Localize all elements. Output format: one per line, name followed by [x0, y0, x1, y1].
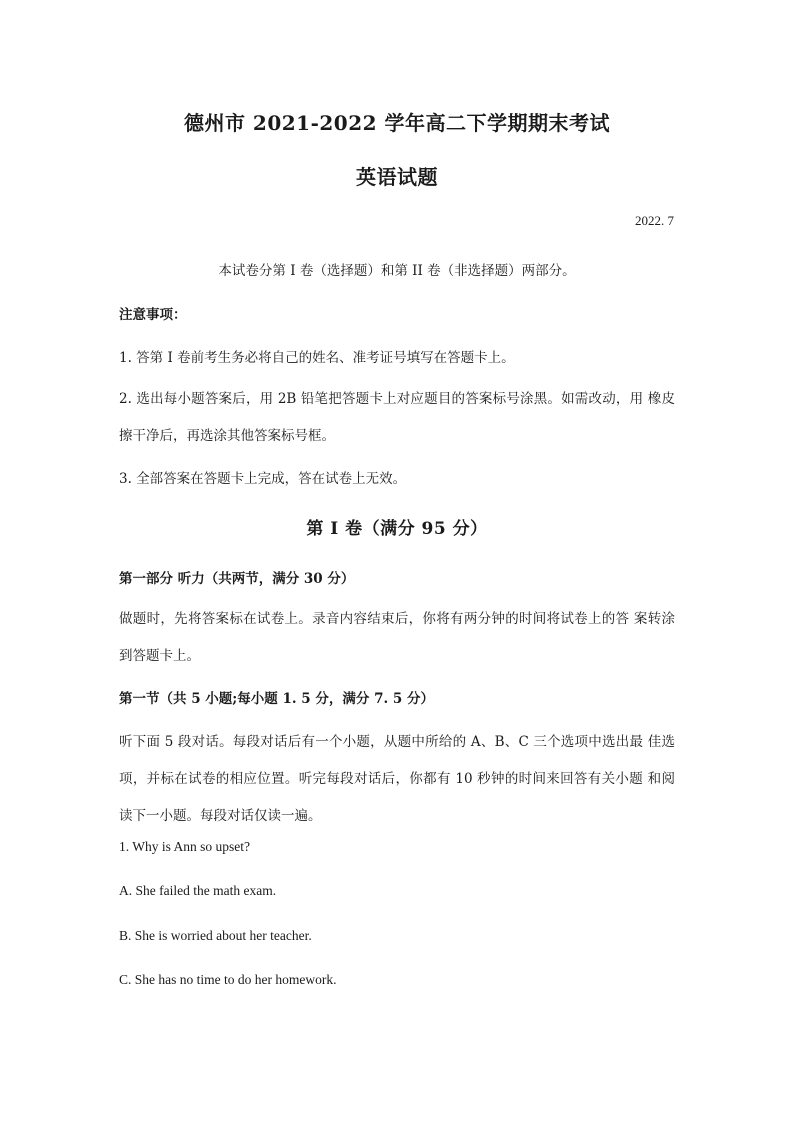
exam-subtitle: 英语试题	[356, 165, 438, 189]
question1-stem: 1. Why is Ann so upset?	[119, 839, 250, 854]
exam-date: 2022. 7	[635, 213, 674, 228]
exam-intro: 本试卷分第 I 卷（选择题）和第 II 卷（非选择题）两部分。	[218, 263, 576, 279]
part1-heading: 第一部分 听力（共两节，满分 30 分）	[119, 571, 355, 587]
section1-heading: 第一节（共 5 小题;每小题 1. 5 分，满分 7. 5 分）	[119, 691, 434, 707]
note-item-3: 3. 全部答案在答题卡上完成，答在试卷上无效。	[119, 471, 407, 487]
question1-option-b: B. She is worried about her teacher.	[119, 928, 312, 943]
note-item-2: 2. 选出每小题答案后，用 2B 铅笔把答题卡上对应题目的答案标号涂黑。如需改动，用 橡皮擦干净后，再选涂其他答案标号框。	[119, 391, 675, 444]
volume1-heading: 第 I 卷（满分 95 分）	[306, 519, 488, 539]
section1-instructions: 听下面 5 段对话。每段对话后有一个小题，从题中所给的 A、B、C 三个选项中选出最 佳选项，并标在试卷的相应位置。听完每段对话后，你都有 10 秒钟的时间来回答有关小题 和阅读下一小题。每段对话仅读一遍。	[119, 734, 675, 824]
part1-instructions: 做题时，先将答案标在试卷上。录音内容结束后，你将有两分钟的时间将试卷上的答 案转涂到答题卡上。	[119, 611, 675, 664]
note-item-1: 1. 答第 I 卷前考生务必将自己的姓名、准考证号填写在答题卡上。	[119, 350, 515, 366]
exam-title: 德州市 2021-2022 学年高二下学期期末考试	[183, 111, 611, 135]
question1-option-c: C. She has no time to do her homework.	[119, 972, 337, 987]
notes-heading: 注意事项：	[119, 307, 187, 323]
question1-option-a: A. She failed the math exam.	[119, 883, 277, 898]
